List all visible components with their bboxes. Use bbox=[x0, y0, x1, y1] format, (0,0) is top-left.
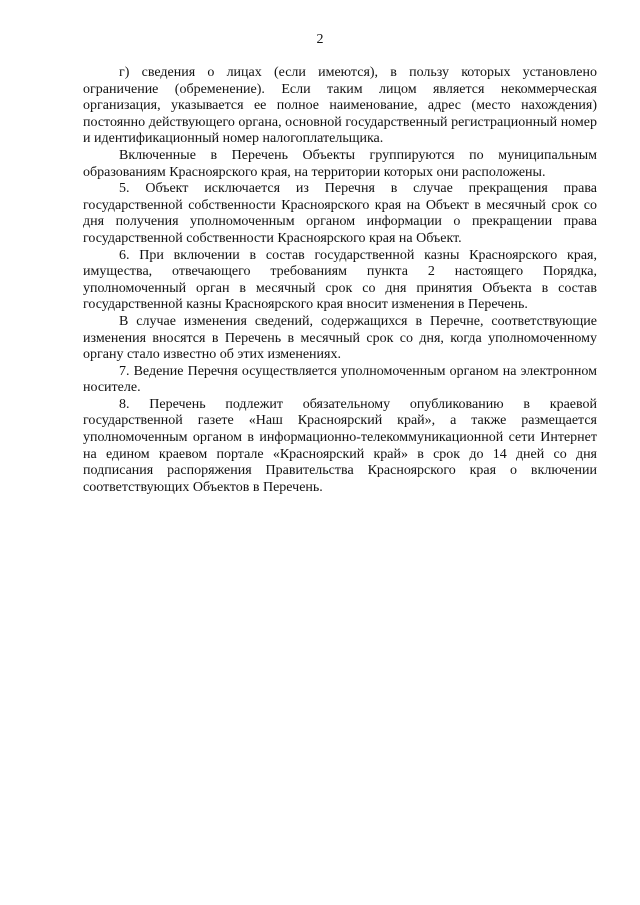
paragraph-item-6: 6. При включении в состав государственной казны Красноярского края, имущества, отвечающего требованиям пункта 2 настоящего Порядка, уполномоченный орган в месячный срок со дня принятия Объекта в состав государственной казны Красноярского края вносит изменения в Перечень. bbox=[83, 247, 597, 313]
page-number: 2 bbox=[316, 32, 324, 47]
paragraph-item-7: 7. Ведение Перечня осуществляется уполномоченным органом на электронном носителе. bbox=[83, 363, 597, 396]
paragraph-changes: В случае изменения сведений, содержащихся в Перечне, соответствующие изменения вносятся в Перечень в месячный срок со дня, когда уполномоченному органу стало известно об этих изменениях. bbox=[83, 313, 597, 363]
paragraph-grouping: Включенные в Перечень Объекты группируются по муниципальным образованиям Красноярского края, на территории которых они расположены. bbox=[83, 147, 597, 180]
paragraph-item-5: 5. Объект исключается из Перечня в случае прекращения права государственной собственности Красноярского края на Объект в месячный срок со дня получения уполномоченным органом информации о прекращении права государственной собственности Красноярского края на Объект. bbox=[83, 181, 597, 246]
paragraph-encumbrance-info: г) сведения о лицах (если имеются), в пользу которых установлено ограничение (обременение). Если таким лицом является некоммерческая организация, указывается ее полное наименование, адрес (место нахождения) постоянно действующего органа, основной государственный регистрационный номер и идентификационный номер налогоплательщика. bbox=[83, 65, 597, 147]
document-body bbox=[83, 65, 597, 496]
paragraph-item-8: 8. Перечень подлежит обязательному опубликованию в краевой государственной газете «Наш Красноярский край», а также размещается уполномоченным органом в информационно-телекоммуникационной сети Интернет на едином краевом портале «Красноярский край» в срок до 14 дней со дня подписания распоряжения Правительства Красноярского края о включении соответствующих Объектов в Перечень. bbox=[83, 396, 597, 495]
